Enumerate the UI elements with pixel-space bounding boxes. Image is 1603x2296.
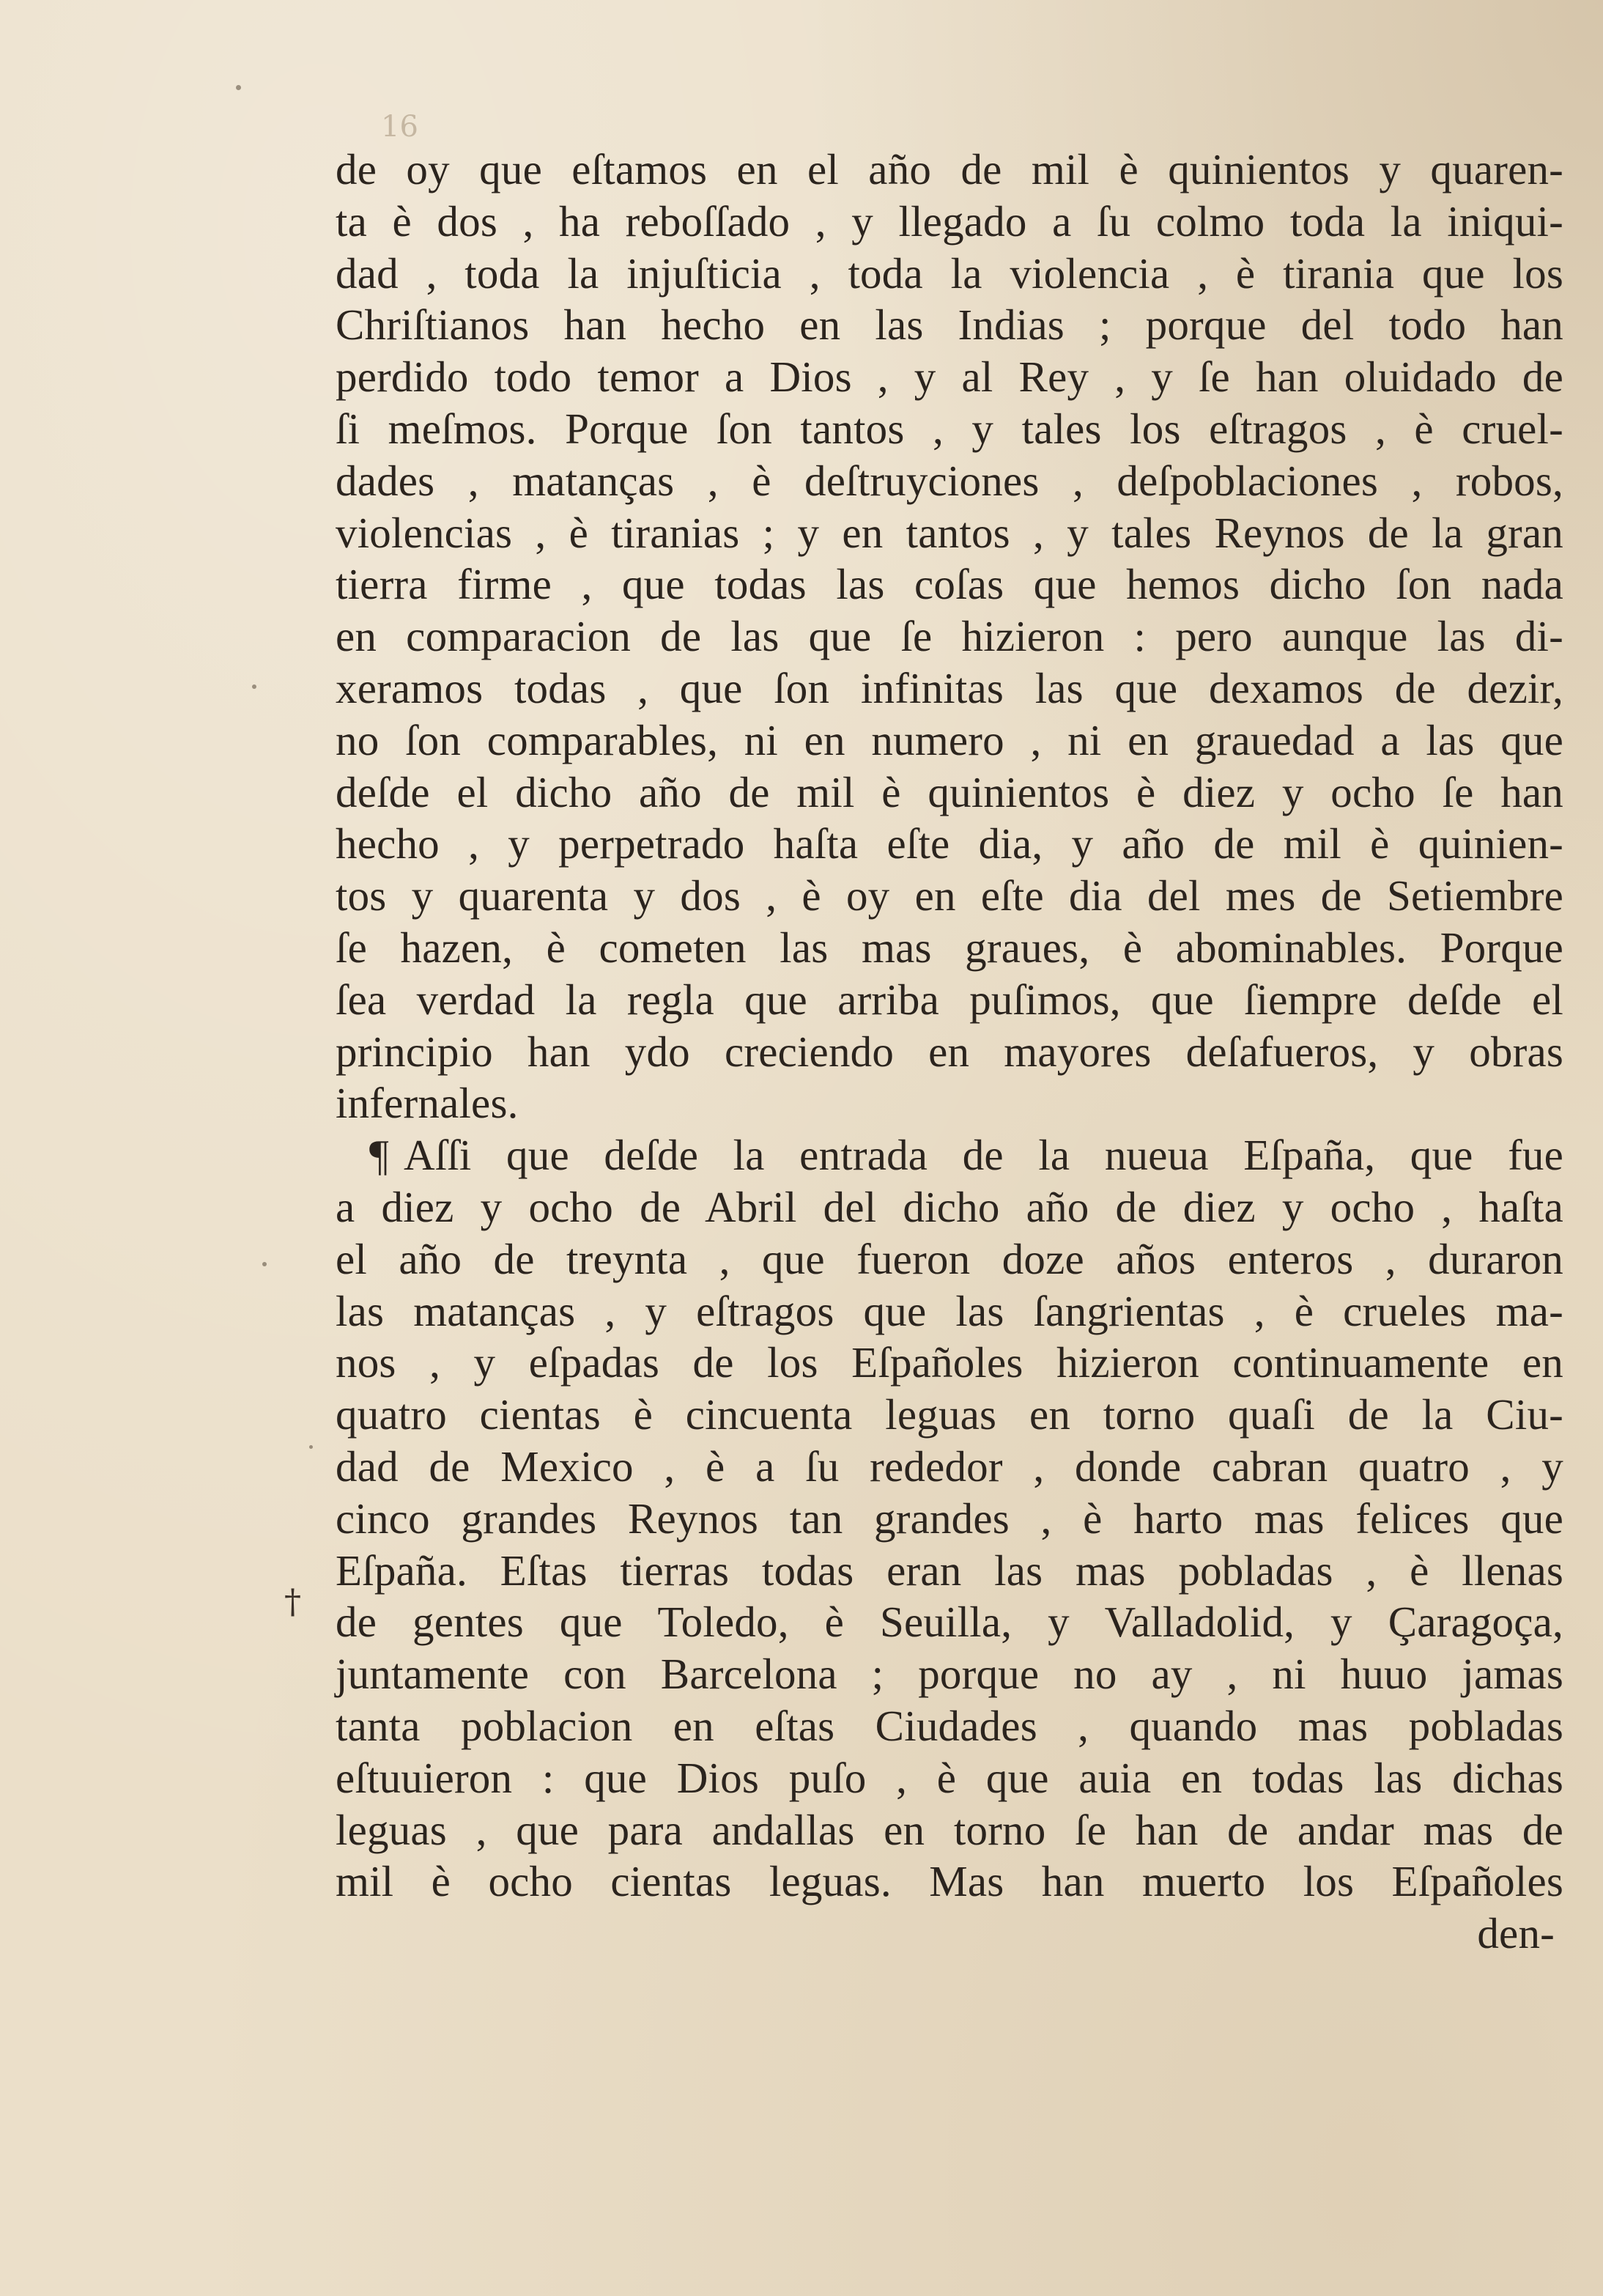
text-line: dad de Mexico , è a ſu rededor , donde cabran quatro , y xyxy=(336,1442,1563,1491)
text-line: hecho , y perpetrado haſta eſte dia, y año de mil è quinien- xyxy=(336,819,1563,868)
text-line: Chriſtianos han hecho en las Indias ; porque del todo han xyxy=(336,300,1563,350)
text-line: juntamente con Barcelona ; porque no ay , ni huuo jamas xyxy=(336,1650,1563,1699)
body-text xyxy=(336,144,1563,1960)
text-line: perdido todo temor a Dios , y al Rey , y ſe han oluidado de xyxy=(336,352,1563,402)
text-line: mil è ocho cientas leguas. Mas han muerto los Eſpañoles xyxy=(336,1857,1563,1906)
folio-number: 16 xyxy=(381,110,418,144)
text-line: Eſpaña. Eſtas tierras todas eran las mas pobladas , è llenas xyxy=(336,1546,1563,1595)
text-line: a diez y ocho de Abril del dicho año de diez y ocho , haſta xyxy=(336,1182,1563,1231)
text-line: las matanças , y eſtragos que las ſangrientas , è crueles ma- xyxy=(336,1286,1563,1335)
text-line: ſi meſmos. Porque ſon tantos , y tales los eſtragos , è cruel- xyxy=(336,404,1563,453)
text-line: principio han ydo creciendo en mayores deſafueros, y obras xyxy=(336,1027,1563,1076)
text-line: tanta poblacion en eſtas Ciudades , quando mas pobladas xyxy=(336,1701,1563,1750)
paper-speck xyxy=(236,85,241,90)
text-line: dades , matanças , è deſtruyciones , deſpoblaciones , robos, xyxy=(336,456,1563,505)
paper-speck xyxy=(252,684,256,689)
text-line: cinco grandes Reynos tan grandes , è harto mas felices que xyxy=(336,1494,1563,1543)
paragraph-end-line: infernales. xyxy=(336,1079,519,1128)
text-line: ſea verdad la regla que arriba puſimos, que ſiempre deſde el xyxy=(336,975,1563,1024)
text-line: el año de treynta , que fueron doze años enteros , duraron xyxy=(336,1234,1563,1283)
text-line: Aſſi que deſde la entrada de la nueua Eſpaña, que fue xyxy=(403,1131,1563,1180)
text-line: tierra firme , que todas las coſas que hemos dicho ſon nada xyxy=(336,560,1563,609)
text-line: de gentes que Toledo, è Seuilla, y Valladolid, y Çaragoça, xyxy=(336,1598,1563,1647)
catchword: den- xyxy=(1477,1909,1555,1958)
text-line: tos y quarenta y dos , è oy en eſte dia del mes de Setiembre xyxy=(336,871,1563,920)
dagger-margin-mark: † xyxy=(284,1581,301,1621)
text-line: violencias , è tiranias ; y en tantos , y tales Reynos de la gran xyxy=(336,508,1563,557)
text-line: no ſon comparables, ni en numero , ni en grauedad a las que xyxy=(336,715,1563,764)
pilcrow-icon: ¶ xyxy=(369,1131,389,1180)
text-line: de oy que eſtamos en el año de mil è quinientos y quaren- xyxy=(336,145,1563,193)
text-line: dad , toda la injuſticia , toda la violencia , è tirania que los xyxy=(336,248,1563,298)
text-line: eſtuuieron : que Dios puſo , è que auia en todas las dichas xyxy=(336,1753,1563,1802)
paper-speck xyxy=(262,1262,267,1266)
text-line: xeramos todas , que ſon infinitas las que dexamos de dezir, xyxy=(336,663,1563,712)
text-line: quatro cientas è cincuenta leguas en torno quaſi de la Ciu- xyxy=(336,1390,1563,1439)
text-line: nos , y eſpadas de los Eſpañoles hizieron continuamente en xyxy=(336,1338,1563,1387)
text-line: ta è dos , ha reboſſado , y llegado a ſu colmo toda la iniqui- xyxy=(336,196,1563,246)
paragraph-start-line xyxy=(336,1129,1563,1181)
text-line: ſe hazen, è cometen las mas graues, è abominables. Porque xyxy=(336,923,1563,972)
paper-speck xyxy=(309,1445,313,1449)
text-line: en comparacion de las que ſe hizieron : pero aunque las di- xyxy=(336,612,1563,661)
text-line: deſde el dicho año de mil è quinientos è diez y ocho ſe han xyxy=(336,767,1563,816)
text-line: leguas , que para andallas en torno ſe han de andar mas de xyxy=(336,1805,1563,1854)
